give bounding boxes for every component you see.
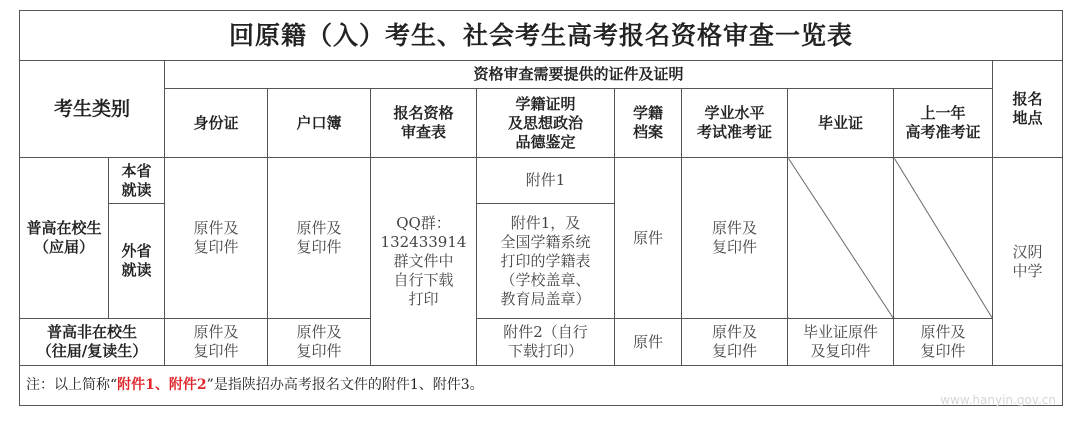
- cell-hukou-not-in-school: 原件及 复印件: [268, 319, 371, 366]
- footnote-sep: 、: [154, 377, 169, 393]
- cell-review-form: QQ群： 132433914 群文件中 自行下载 打印: [371, 158, 477, 366]
- cell-id-card-in-school: 原件及 复印件: [165, 158, 268, 319]
- footnote-prefix: 注：以上简称“: [26, 377, 118, 393]
- cell-hukou-in-school: 原件及 复印件: [268, 158, 371, 319]
- footnote-att1: 附件1: [117, 377, 155, 393]
- category-header: 考生类别: [20, 61, 165, 158]
- cell-diploma-na: [788, 158, 894, 319]
- location-header: 报名地点: [993, 61, 1063, 158]
- table-title: 回原籍（入）考生、社会考生高考报名资格审查一览表: [20, 11, 1063, 61]
- cell-diploma-not-in-school: 毕业证原件 及复印件: [788, 319, 894, 366]
- footnote: [20, 366, 1063, 406]
- cell-file-in-school: 原件: [615, 158, 682, 319]
- row-sub-outside: 外省 就读: [109, 204, 165, 319]
- row-label-in-school: 普高在校生 （应届）: [20, 158, 109, 319]
- col-exam-ticket: 学业水平 考试准考证: [682, 89, 788, 158]
- col-file: 学籍 档案: [615, 89, 682, 158]
- footnote-att2: 附件2: [168, 377, 207, 393]
- cell-last-year-ticket-not-in-school: 原件及 复印件: [894, 319, 993, 366]
- cell-status-not-in-school: 附件2（自行 下载打印）: [477, 319, 615, 366]
- cell-id-card-not-in-school: 原件及 复印件: [165, 319, 268, 366]
- col-hukou: 户口簿: [268, 89, 371, 158]
- cell-exam-ticket-not-in-school: 原件及 复印件: [682, 319, 788, 366]
- row-label-not-in-school: 普高非在校生 （往届/复读生）: [20, 319, 165, 366]
- cell-last-year-ticket-na: [894, 158, 993, 319]
- watermark: www.hanyin.gov.cn: [940, 393, 1056, 407]
- cell-file-not-in-school: 原件: [615, 319, 682, 366]
- col-status-proof: 学籍证明 及思想政治 品德鉴定: [477, 89, 615, 158]
- cell-status-outside: 附件1，及 全国学籍系统 打印的学籍表 （学校盖章、 教育局盖章）: [477, 204, 615, 319]
- cell-exam-ticket-in-school: 原件及 复印件: [682, 158, 788, 319]
- col-diploma: 毕业证: [788, 89, 894, 158]
- col-review-form: 报名资格 审查表: [371, 89, 477, 158]
- docs-group-header: 资格审查需要提供的证件及证明: [165, 61, 993, 89]
- cell-location: 汉阴 中学: [993, 158, 1063, 366]
- col-last-year-ticket: 上一年 高考准考证: [894, 89, 993, 158]
- footnote-suffix: ”是指陕招办高考报名文件的附件1、附件3。: [206, 377, 484, 393]
- col-id-card: 身份证: [165, 89, 268, 158]
- review-table: [19, 10, 1063, 406]
- row-sub-local: 本省 就读: [109, 158, 165, 204]
- cell-status-local: 附件1: [477, 158, 615, 204]
